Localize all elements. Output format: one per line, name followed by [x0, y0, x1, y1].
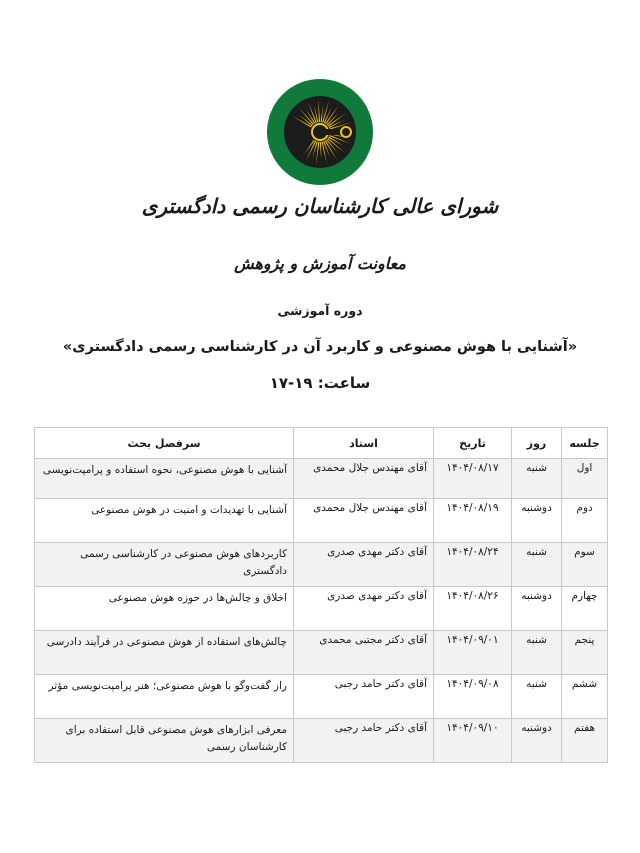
cell-session: هفتم	[562, 719, 608, 763]
cell-day: دوشنبه	[512, 499, 562, 543]
table-row	[35, 675, 608, 719]
schedule-table	[34, 427, 608, 763]
cell-date: ۱۴۰۴/۰۹/۰۱	[434, 631, 512, 675]
cell-session: پنجم	[562, 631, 608, 675]
department-name: معاونت آموزش و پژوهش	[234, 254, 406, 273]
cell-session: اول	[562, 459, 608, 499]
cell-topic: اخلاق و چالش‌ها در حوزه هوش مصنوعی	[35, 587, 294, 631]
cell-session: چهارم	[562, 587, 608, 631]
table-row	[35, 631, 608, 675]
sunburst-emblem-icon	[266, 78, 374, 186]
table-row	[35, 587, 608, 631]
cell-date: ۱۴۰۴/۰۸/۱۷	[434, 459, 512, 499]
header-session: جلسه	[562, 428, 608, 459]
cell-topic: آشنایی با هوش مصنوعی، نحوه استفاده و پرامپت‌نویسی	[35, 459, 294, 499]
cell-date: ۱۴۰۴/۰۸/۲۴	[434, 543, 512, 587]
cell-day: دوشنبه	[512, 719, 562, 763]
header-topic: سرفصل بحث	[35, 428, 294, 459]
logo-bar	[320, 129, 342, 135]
cell-session: سوم	[562, 543, 608, 587]
course-label: دوره آموزشی	[277, 303, 363, 318]
cell-day: دوشنبه	[512, 587, 562, 631]
course-time: ساعت: ۱۹-۱۷	[269, 374, 371, 392]
table-row	[35, 459, 608, 499]
cell-topic: آشنایی با تهدیدات و امنیت در هوش مصنوعی	[35, 499, 294, 543]
cell-topic: چالش‌های استفاده از هوش مصنوعی در فرآیند دادرسی	[35, 631, 294, 675]
cell-teacher: آقای دکتر مهدی صدری	[294, 587, 434, 631]
course-title: «آشنایی با هوش مصنوعی و کاربرد آن در کارشناسی رسمی دادگستری»	[62, 339, 578, 355]
cell-topic: کاربردهای هوش مصنوعی در کارشناسی رسمی دادگستری	[35, 543, 294, 587]
cell-day: شنبه	[512, 675, 562, 719]
org-name: شورای عالی کارشناسان رسمی دادگستری	[141, 194, 499, 218]
cell-date: ۱۴۰۴/۰۸/۲۶	[434, 587, 512, 631]
header-date: تاریخ	[434, 428, 512, 459]
table-row	[35, 499, 608, 543]
cell-teacher: آقای دکتر حامد رجبی	[294, 675, 434, 719]
cell-teacher: آقای مهندس جلال محمدی	[294, 459, 434, 499]
table-row	[35, 543, 608, 587]
cell-date: ۱۴۰۴/۰۹/۰۸	[434, 675, 512, 719]
cell-day: شنبه	[512, 631, 562, 675]
cell-teacher: آقای دکتر حامد رجبی	[294, 719, 434, 763]
table-header-row	[35, 428, 608, 459]
table-row	[35, 719, 608, 763]
cell-teacher: آقای دکتر مجتبی محمدی	[294, 631, 434, 675]
cell-topic: راز گفت‌وگو با هوش مصنوعی؛ هنر پرامپت‌نویسی مؤثر	[35, 675, 294, 719]
cell-date: ۱۴۰۴/۰۸/۱۹	[434, 499, 512, 543]
header-day: روز	[512, 428, 562, 459]
cell-day: شنبه	[512, 543, 562, 587]
header-teacher: استاد	[294, 428, 434, 459]
logo-bar-dot	[341, 127, 351, 137]
cell-day: شنبه	[512, 459, 562, 499]
cell-session: ششم	[562, 675, 608, 719]
cell-session: دوم	[562, 499, 608, 543]
cell-topic: معرفی ابزارهای هوش مصنوعی قابل استفاده برای کارشناسان رسمی	[35, 719, 294, 763]
cell-teacher: آقای دکتر مهدی صدری	[294, 543, 434, 587]
cell-date: ۱۴۰۴/۰۹/۱۰	[434, 719, 512, 763]
cell-teacher: آقای مهندس جلال محمدی	[294, 499, 434, 543]
